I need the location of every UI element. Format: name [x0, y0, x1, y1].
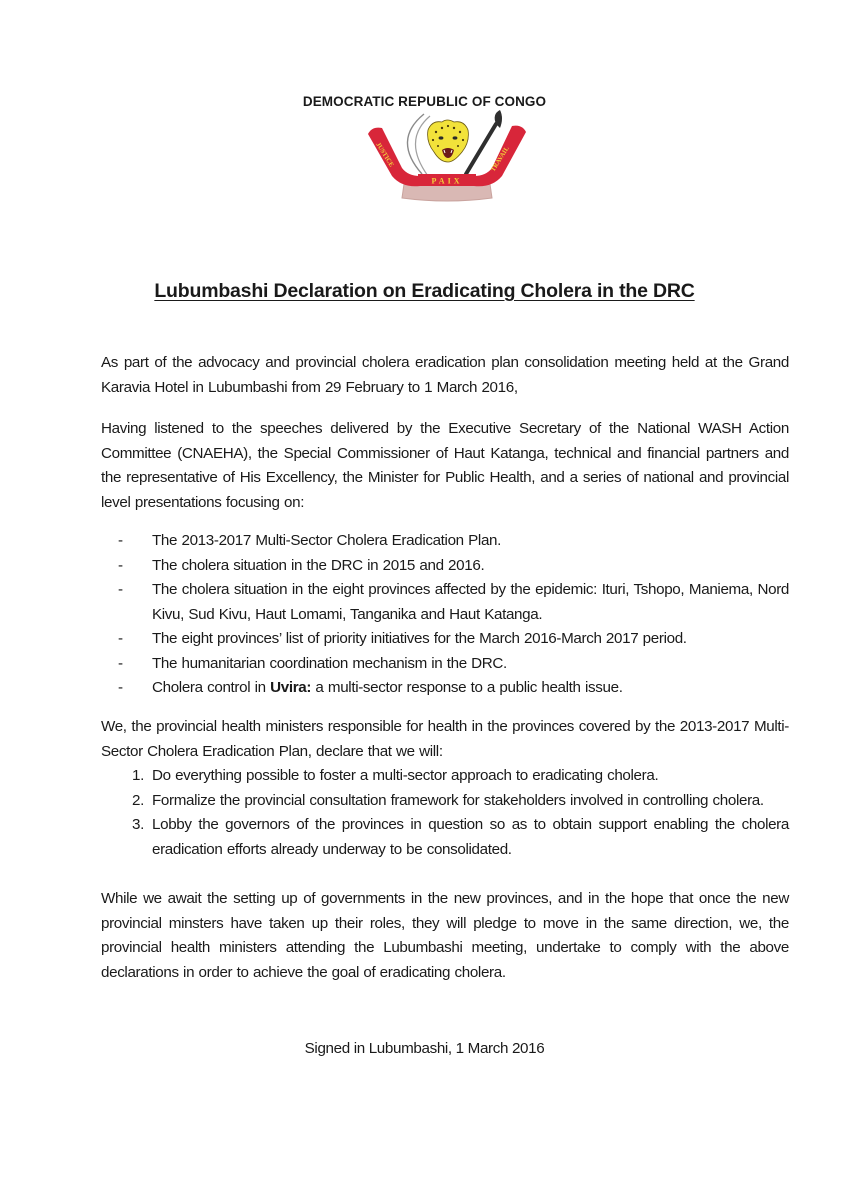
document-title: Lubumbashi Declaration on Eradicating Cholera in the DRC — [154, 280, 695, 302]
commitments-list — [101, 764, 789, 862]
list-item: 2. Formalize the provincial consultation framework for stakeholders involved in controlling cholera. — [132, 791, 764, 809]
coat-of-arms-emblem — [362, 110, 532, 202]
paragraph-declaration: We, the provincial health ministers responsible for health in the provinces covered by the 2013-2017 Multi-Sector Cholera Eradication Plan, declare that we will: — [101, 718, 789, 760]
list-item: - The 2013-2017 Multi-Sector Cholera Eradication Plan. — [118, 532, 502, 549]
svg-text:TRAVAIL: TRAVAIL — [489, 145, 511, 174]
paragraph-speeches: Having listened to the speeches delivered by the Executive Secretary of the National WASH Action Committee (CNAEHA), the Special Commissioner of Haut Katanga, technical and financial partners and the representative of His Excellency, the Minister for Public Health, and a series of national and provincial level presentations focusing on: — [101, 420, 789, 511]
svg-text:PAIX: PAIX — [431, 176, 463, 186]
list-item: - The humanitarian coordination mechanism in the DRC. — [118, 654, 507, 672]
uvira-highlight: Uvira: — [270, 679, 312, 696]
list-item: 1. Do everything possible to foster a multi-sector approach to eradicating cholera. — [132, 767, 659, 784]
speeches-paragraph — [101, 417, 789, 515]
paragraph-closing: While we await the setting up of governments in the new provinces, and in the hope that once the new provincial minsters have taken up their roles, they will pledge to move in the same direction, we, the provincial health ministers attending the Lubumbashi meeting, undertake to comply with the above declarations in order to achieve the goal of eradicating cholera. — [101, 890, 789, 981]
country-heading: DEMOCRATIC REPUBLIC OF CONGO — [302, 94, 547, 109]
declaration-paragraph — [101, 715, 789, 764]
presentations-list — [101, 529, 789, 701]
list-item: - The eight provinces’ list of priority initiatives for the March 2016-March 2017 period. — [118, 630, 687, 647]
signature-line: Signed in Lubumbashi, 1 March 2016 — [304, 1040, 545, 1057]
list-item: 3. Lobby the governors of the provinces in question so as to obtain support enabling the cholera eradication efforts already underway to be consolidated. — [132, 816, 789, 858]
list-item: - The cholera situation in the DRC in 2015 and 2016. — [118, 556, 485, 574]
intro-paragraph — [101, 351, 789, 400]
closing-paragraph — [101, 887, 789, 985]
paragraph-meeting: As part of the advocacy and provincial cholera eradication plan consolidation meeting held at the Grand Karavia Hotel in Lubumbashi from 29 February to 1 March 2016, — [101, 354, 789, 396]
svg-text:JUSTICE: JUSTICE — [374, 141, 395, 169]
list-item: - The cholera situation in the eight provinces affected by the epidemic: Ituri, Tshopo, Maniema, Nord Kivu, Sud Kivu, Haut Lomami, Tanganika and Haut Katanga. — [118, 581, 789, 623]
list-item: - Cholera control in Uvira: a multi-sector response to a public health issue. — [118, 679, 623, 696]
